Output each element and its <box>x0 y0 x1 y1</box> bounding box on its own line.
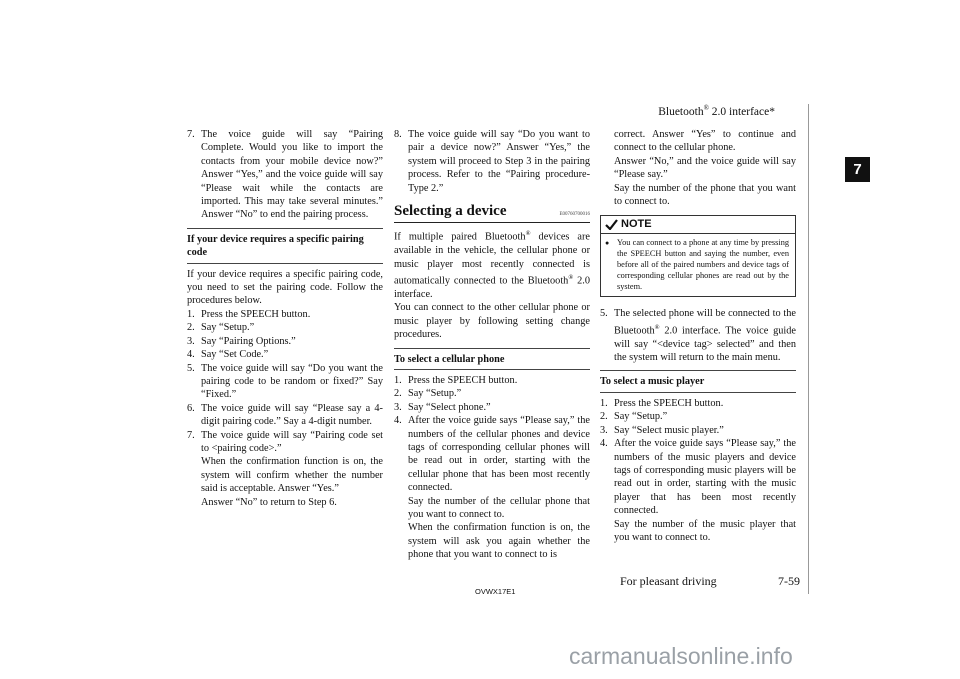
list-item <box>187 362 383 402</box>
item-text: Say “Set Code.” <box>201 349 269 361</box>
item-text: The voice guide will say “Pairing code set to <pairing code>.” <box>201 429 383 454</box>
intro-text: If multiple paired Bluetooth <box>394 231 526 243</box>
step-list <box>600 397 796 518</box>
item-number: 8. <box>394 129 402 140</box>
item-number: 7. <box>187 129 195 140</box>
item-number: 5. <box>187 362 195 374</box>
list-item-cont <box>394 521 590 561</box>
list-item <box>600 437 796 517</box>
intro-text: devices are available in the vehicle, the cellular phone or music player most recently connected is automatically connected to the Bluetooth <box>394 231 591 287</box>
paragraph-intro: If your device requires a specific pairing code, you need to set the pairing code. Follow the procedures below. <box>187 268 383 307</box>
header-title-suffix: 2.0 interface* <box>708 105 775 118</box>
registered-mark: ® <box>525 230 531 238</box>
item-number: 6. <box>187 402 195 414</box>
list-item-cont <box>187 455 383 495</box>
list-item-cont <box>600 155 796 182</box>
note-tab <box>601 218 660 231</box>
item-text: Say “Pairing Options.” <box>201 335 296 347</box>
note-box <box>600 215 796 297</box>
section-heading <box>394 205 590 223</box>
registered-mark: ® <box>703 104 709 112</box>
item-text: Press the SPEECH button. <box>614 397 724 409</box>
list-item <box>187 308 383 321</box>
item-number: 2. <box>394 388 402 400</box>
chapter-divider <box>808 104 809 594</box>
item-number: 4. <box>394 415 402 427</box>
note-text: You can connect to a phone at any time by pressing the SPEECH button and saying the number, even before all of the paired numbers and device tags of corresponding cellular phones are read out by the system. <box>617 238 789 292</box>
page-header <box>658 104 775 118</box>
list-item <box>394 374 590 387</box>
column-left <box>187 128 383 509</box>
item-number: 3. <box>600 424 608 436</box>
list-item <box>600 424 796 437</box>
subheading-specific-code: If your device requires a specific pairing code <box>187 228 383 264</box>
item-number: 4. <box>600 438 608 450</box>
list-item <box>187 402 383 429</box>
list-item <box>187 128 383 222</box>
list-item <box>187 348 383 361</box>
item-text: After the voice guide says “Please say,” the numbers of the music players and device tags of corresponding music players will be read out in order, starting with the music player that has been most recently connected. <box>614 438 796 517</box>
item-number: 2. <box>187 322 195 334</box>
list-item <box>394 414 590 494</box>
step-continuation: Say the number of the phone that you want to connect to. <box>614 182 796 208</box>
watermark: carmanualsonline.info <box>569 643 793 669</box>
item-text-part: 2.0 interface. The voice guide will say “<device tag> selected” and then the system will return to the main menu. <box>614 325 796 364</box>
item-text: The voice guide will say “Do you want the pairing code to be random or fixed?” Say “Fixed.” <box>201 362 383 401</box>
footer-section: For pleasant driving <box>620 574 717 588</box>
item-text: Say “Setup.” <box>408 388 462 400</box>
list-item <box>394 387 590 400</box>
intro-text: 2.0 interface. <box>394 275 590 300</box>
list-item-cont <box>187 496 383 509</box>
note-body <box>601 234 795 296</box>
item-number: 1. <box>600 397 608 409</box>
item-text: The voice guide will say “Do you want to pair a device now?” Answer “Yes,” the system will proceed to Step 3 in the pairing process. Refer to the “Pairing procedure- Type 2.” <box>408 129 590 194</box>
bullet-icon: ● <box>605 239 610 248</box>
list-item-cont <box>600 518 796 545</box>
item-number: 4. <box>187 349 195 361</box>
item-text: Say “Select music player.” <box>614 424 724 436</box>
item-text: The voice guide will say “Please say a 4-digit pairing code.” Say a 4-digit number. <box>201 402 383 428</box>
subheading-music: To select a music player <box>600 370 796 392</box>
checkmark-icon <box>605 219 618 230</box>
step-continuation: correct. Answer “Yes” to continue and connect to the cellular phone. <box>614 129 796 154</box>
list-item-cont <box>600 128 796 155</box>
list-item-cont <box>394 495 590 522</box>
list-item <box>394 128 590 195</box>
item-number: 2. <box>600 411 608 423</box>
page-footer <box>620 574 800 589</box>
list-item <box>187 335 383 348</box>
section-title: Selecting a device <box>394 203 507 220</box>
list-item <box>187 429 383 456</box>
column-middle <box>394 128 590 562</box>
item-number: 1. <box>394 374 402 386</box>
list-item <box>600 397 796 410</box>
step-continuation: When the confirmation function is on, the system will confirm whether the number said is acceptable. Answer “Yes.” <box>201 456 383 495</box>
column-right <box>600 128 796 544</box>
item-number: 7. <box>187 429 195 441</box>
list-item <box>187 321 383 334</box>
item-text: Say “Setup.” <box>614 411 668 423</box>
step-continuation: Say the number of the music player that you want to connect to. <box>614 518 796 543</box>
step-list <box>187 308 383 455</box>
item-text: Press the SPEECH button. <box>408 374 518 386</box>
header-title-prefix: Bluetooth <box>658 105 704 118</box>
item-text: The voice guide will say “Pairing Complete. Would you like to import the contacts from your mobile device now?” Answer “Yes,” and the voice guide will say “Please wait while the contacts are imported. This may take several minutes.” Answer “No” to end the pairing process. <box>201 129 383 221</box>
step-continuation: Say the number of the cellular phone that you want to connect to. <box>408 495 590 520</box>
list-item <box>600 410 796 423</box>
step-continuation: Answer “No” to return to Step 6. <box>201 496 337 508</box>
step-continuation: When the confirmation function is on, the system will ask you again whether the phone that you want to connect to is <box>408 522 590 561</box>
list-item-cont <box>600 182 796 209</box>
note-header <box>601 216 795 234</box>
item-number: 5. <box>600 308 608 320</box>
item-text: Say “Select phone.” <box>408 401 491 413</box>
item-text-part: The selected phone will be connected to the Bluetooth <box>614 308 796 337</box>
item-number: 3. <box>187 335 195 347</box>
model-code: OVWX17E1 <box>475 587 516 596</box>
paragraph-intro <box>394 227 590 301</box>
item-number: 3. <box>394 401 402 413</box>
item-text: Press the SPEECH button. <box>201 308 311 320</box>
note-label: NOTE <box>621 218 652 231</box>
list-item <box>394 401 590 414</box>
page-number: 7-59 <box>778 574 800 588</box>
chapter-tab[interactable]: 7 <box>845 157 870 182</box>
item-text: After the voice guide says “Please say,” the numbers of the cellular phones and device tags of corresponding cellular phones will be read out in order, starting with the cellular phone that has been most recently connected. <box>408 415 590 494</box>
step-list <box>394 374 590 495</box>
item-text: Say “Setup.” <box>201 322 255 334</box>
item-number: 1. <box>187 308 195 320</box>
step-continuation: Answer “No,” and the voice guide will say “Please say.” <box>614 155 796 181</box>
list-item <box>600 307 796 364</box>
item-text <box>614 307 796 364</box>
subheading-cellular: To select a cellular phone <box>394 348 590 370</box>
registered-mark: ® <box>654 323 660 331</box>
paragraph-intro2: You can connect to the other cellular phone or music player by following setting change procedures. <box>394 302 590 341</box>
registered-mark: ® <box>568 274 574 282</box>
section-code: E00760700016 <box>559 212 590 218</box>
